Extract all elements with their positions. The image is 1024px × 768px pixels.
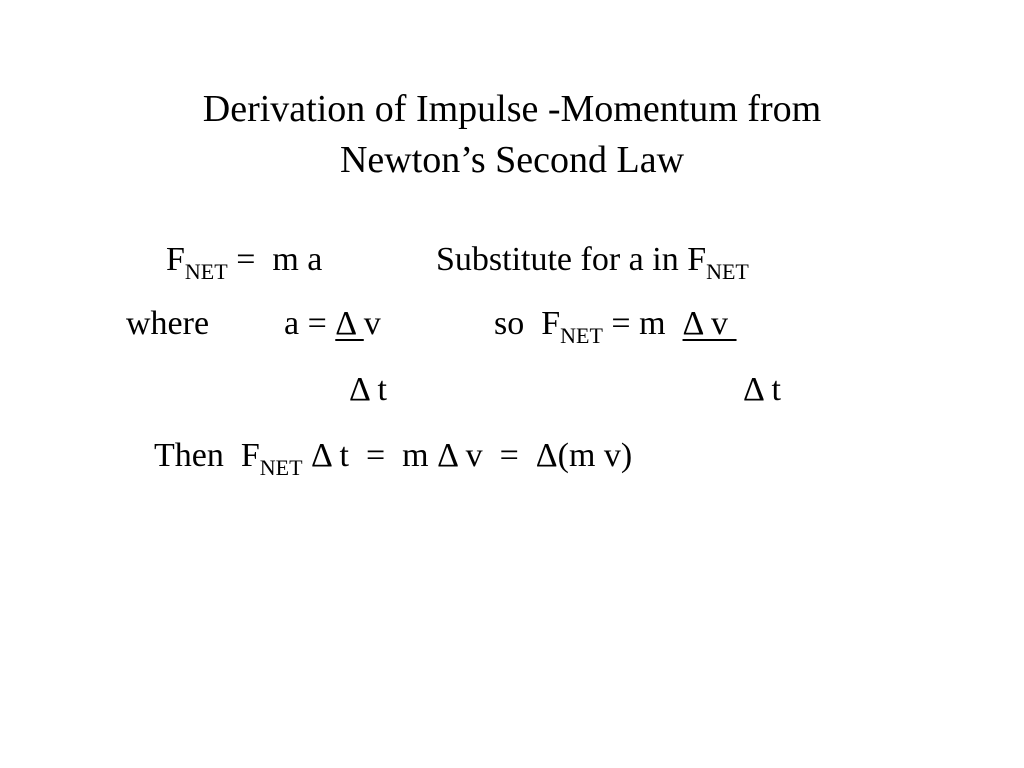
impulse-momentum-equation [154, 436, 632, 479]
impulse-momentum-rest: Δ t = m Δ v = Δ(m v) [302, 437, 633, 474]
equals-m-a: = m a [227, 241, 323, 278]
delta-numerator: Δ [335, 305, 364, 342]
velocity-symbol: v [363, 305, 381, 342]
acceleration-definition [284, 304, 381, 344]
substitute-note [436, 240, 749, 283]
force-substitution [494, 304, 737, 347]
a-equals: a = [284, 305, 336, 342]
equals-m: = m [602, 305, 683, 342]
net-subscript: NET [706, 259, 749, 284]
delta-v-numerator: Δ v [682, 305, 737, 342]
net-subscript: NET [560, 323, 603, 348]
force-symbol: F [166, 241, 185, 278]
title-line-2: Newton’s Second Law [339, 139, 685, 181]
delta-t-denominator-1: Δ t [349, 371, 387, 408]
then-force: Then F [154, 437, 260, 474]
slide-title [0, 84, 1024, 186]
so-force: so F [494, 305, 561, 342]
title-line-1: Derivation of Impulse -Momentum from [202, 88, 822, 130]
net-subscript: NET [259, 455, 303, 480]
equation-newton-second-law [166, 240, 322, 283]
where-label: where [126, 305, 210, 342]
substitute-text: Substitute for a in F [436, 241, 707, 278]
net-subscript: NET [184, 259, 228, 284]
delta-t-denominator-2: Δ t [743, 371, 781, 408]
